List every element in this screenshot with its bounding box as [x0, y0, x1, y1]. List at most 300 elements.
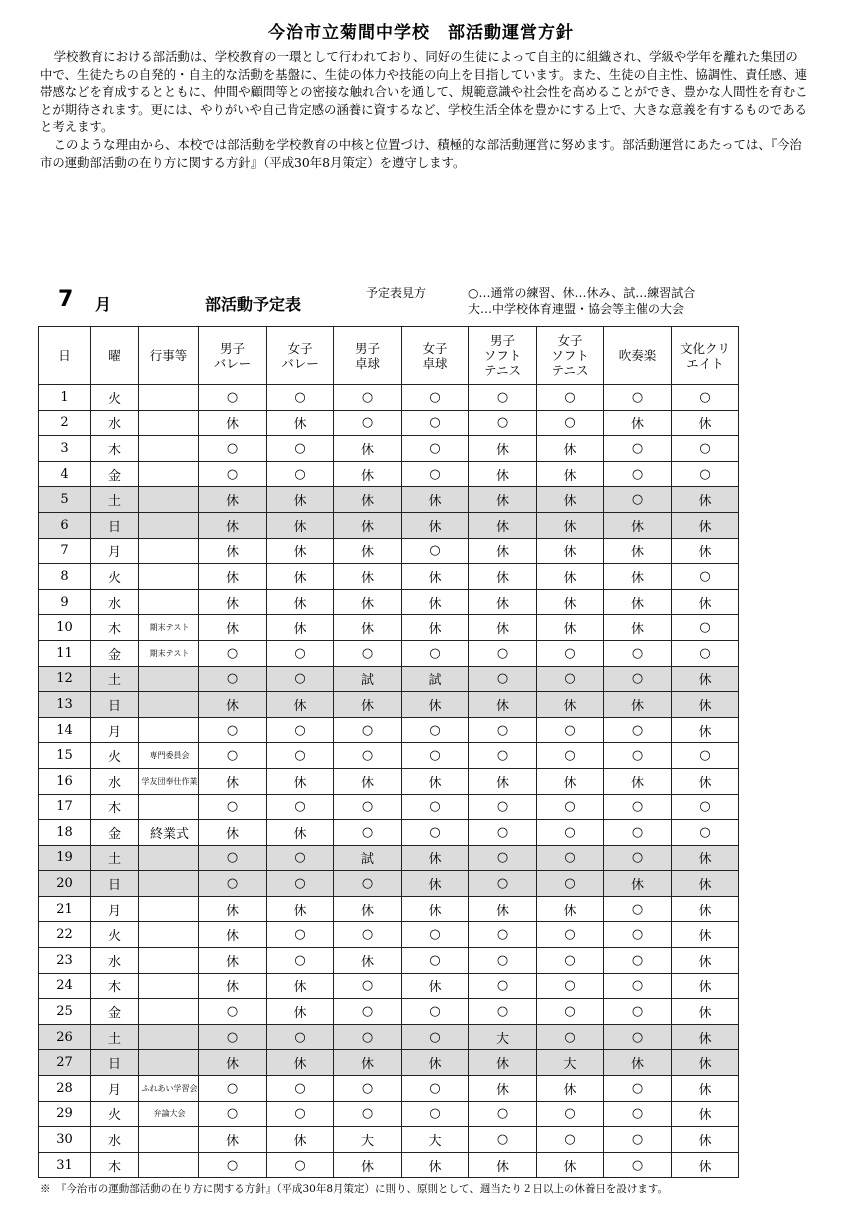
status-cell: ○: [672, 461, 739, 487]
day-cell: 28: [39, 1076, 91, 1102]
status-cell: 休: [267, 692, 334, 718]
status-cell: ○: [267, 794, 334, 820]
weekday-cell: 水: [91, 589, 139, 615]
status-cell: 休: [267, 973, 334, 999]
status-cell: ○: [334, 999, 402, 1025]
status-cell: ○: [267, 948, 334, 974]
status-cell: 休: [199, 896, 267, 922]
header-girls-volleyball: 女子 バレー: [267, 327, 334, 385]
day-cell: 5: [39, 487, 91, 513]
status-cell: 休: [334, 768, 402, 794]
weekday-cell: 金: [91, 640, 139, 666]
table-row: [39, 1127, 739, 1153]
status-cell: 休: [469, 461, 537, 487]
status-cell: ○: [469, 922, 537, 948]
event-cell: 期末テスト: [139, 640, 199, 666]
table-row: [39, 896, 739, 922]
status-cell: ○: [267, 743, 334, 769]
status-cell: ○: [469, 666, 537, 692]
status-cell: ○: [537, 922, 604, 948]
event-cell: 期末テスト: [139, 615, 199, 641]
table-row: [39, 871, 739, 897]
status-cell: 休: [267, 410, 334, 436]
status-cell: ○: [199, 743, 267, 769]
table-row: [39, 1152, 739, 1178]
status-cell: ○: [672, 385, 739, 411]
status-cell: 休: [537, 589, 604, 615]
event-cell: [139, 564, 199, 590]
status-cell: ○: [267, 922, 334, 948]
status-cell: 休: [334, 461, 402, 487]
event-cell: 学友団奉仕作業: [139, 768, 199, 794]
table-row: [39, 973, 739, 999]
table-row: [39, 820, 739, 846]
status-cell: ○: [537, 973, 604, 999]
status-cell: ○: [267, 385, 334, 411]
weekday-cell: 土: [91, 487, 139, 513]
status-cell: ○: [469, 871, 537, 897]
status-cell: 休: [334, 948, 402, 974]
status-cell: 休: [604, 615, 672, 641]
status-cell: ○: [334, 385, 402, 411]
day-cell: 16: [39, 768, 91, 794]
status-cell: ○: [604, 1152, 672, 1178]
intro-paragraph-1: 学校教育における部活動は、学校教育の一環として行われており、同好の生徒によって自主的に組織され、学級や学年を離れた集団の中で、生徒たちの自発的・自主的な活動を基盤に、生徒の体力や技能の向上を目指しています。また、生徒の自主性、協調性、責任感、連帯感などを育成するとともに、仲間や顧問等との密接な触れ合いを通して、規範意識や社会性を高めることができ、豊かな人間性を育むことが期待されます。更には、やりがいや自己肯定感の涵養に資するなど、学校生活全体を豊かにする上で、大きな意義を有するものであると考えます。: [40, 49, 808, 135]
status-cell: 休: [604, 768, 672, 794]
status-cell: 休: [199, 1050, 267, 1076]
event-cell: [139, 461, 199, 487]
table-row: [39, 666, 739, 692]
day-cell: 22: [39, 922, 91, 948]
status-cell: 休: [604, 871, 672, 897]
event-cell: [139, 410, 199, 436]
status-cell: 休: [672, 1152, 739, 1178]
day-cell: 13: [39, 692, 91, 718]
day-cell: 3: [39, 436, 91, 462]
status-cell: ○: [537, 999, 604, 1025]
status-cell: ○: [334, 871, 402, 897]
weekday-cell: 日: [91, 1050, 139, 1076]
status-cell: 休: [334, 896, 402, 922]
day-cell: 18: [39, 820, 91, 846]
status-cell: ○: [334, 1076, 402, 1102]
status-cell: ○: [604, 487, 672, 513]
table-row: [39, 410, 739, 436]
table-row: [39, 717, 739, 743]
status-cell: ○: [199, 845, 267, 871]
status-cell: 休: [604, 564, 672, 590]
event-cell: [139, 1024, 199, 1050]
status-cell: 休: [469, 1050, 537, 1076]
day-cell: 17: [39, 794, 91, 820]
status-cell: ○: [469, 410, 537, 436]
weekday-cell: 月: [91, 896, 139, 922]
status-cell: 休: [402, 512, 469, 538]
status-cell: 休: [672, 845, 739, 871]
schedule-table: [38, 326, 739, 1178]
status-cell: ○: [334, 820, 402, 846]
status-cell: 休: [267, 1050, 334, 1076]
status-cell: ○: [537, 385, 604, 411]
status-cell: 休: [199, 589, 267, 615]
status-cell: 休: [334, 1050, 402, 1076]
status-cell: ○: [267, 666, 334, 692]
status-cell: 休: [537, 768, 604, 794]
status-cell: 休: [469, 768, 537, 794]
status-cell: 休: [402, 871, 469, 897]
status-cell: 休: [604, 538, 672, 564]
status-cell: 休: [672, 1101, 739, 1127]
event-cell: [139, 1127, 199, 1153]
status-cell: 休: [672, 589, 739, 615]
status-cell: 試: [402, 666, 469, 692]
status-cell: 休: [672, 692, 739, 718]
status-cell: ○: [199, 717, 267, 743]
schedule-title: 部活動予定表: [205, 295, 302, 314]
day-cell: 24: [39, 973, 91, 999]
event-cell: [139, 538, 199, 564]
status-cell: ○: [604, 999, 672, 1025]
event-cell: [139, 589, 199, 615]
header-girls-soft-tennis: 女子 ソフト テニス: [537, 327, 604, 385]
status-cell: ○: [334, 717, 402, 743]
status-cell: 休: [469, 1152, 537, 1178]
table-row: [39, 1050, 739, 1076]
status-cell: ○: [402, 461, 469, 487]
header-event: 行事等: [139, 327, 199, 385]
status-cell: ○: [537, 1127, 604, 1153]
weekday-cell: 木: [91, 973, 139, 999]
status-cell: ○: [267, 1152, 334, 1178]
day-cell: 29: [39, 1101, 91, 1127]
status-cell: 休: [334, 1152, 402, 1178]
weekday-cell: 月: [91, 717, 139, 743]
weekday-cell: 火: [91, 1101, 139, 1127]
status-cell: 休: [469, 615, 537, 641]
status-cell: ○: [469, 640, 537, 666]
status-cell: 休: [267, 589, 334, 615]
status-cell: ○: [469, 717, 537, 743]
status-cell: ○: [334, 922, 402, 948]
day-cell: 12: [39, 666, 91, 692]
status-cell: ○: [267, 717, 334, 743]
weekday-cell: 木: [91, 1152, 139, 1178]
intro-paragraph-2: このような理由から、本校では部活動を学校教育の中核と位置づけ、積極的な部活動運営に努めます。部活動運営にあたっては、『今治市の運動部活動の在り方に関する方針』（平成30年8月策定）を遵守します。: [40, 136, 802, 170]
status-cell: ○: [469, 385, 537, 411]
status-cell: ○: [604, 922, 672, 948]
day-cell: 11: [39, 640, 91, 666]
event-cell: [139, 692, 199, 718]
event-cell: [139, 666, 199, 692]
status-cell: ○: [199, 1024, 267, 1050]
event-cell: [139, 948, 199, 974]
status-cell: 休: [537, 896, 604, 922]
status-cell: 休: [604, 692, 672, 718]
status-cell: 休: [334, 692, 402, 718]
table-row: [39, 692, 739, 718]
status-cell: 休: [402, 487, 469, 513]
table-row: [39, 948, 739, 974]
status-cell: 休: [672, 896, 739, 922]
status-cell: 休: [267, 487, 334, 513]
status-cell: 休: [199, 1127, 267, 1153]
status-cell: 休: [199, 615, 267, 641]
status-cell: ○: [402, 922, 469, 948]
day-cell: 30: [39, 1127, 91, 1153]
day-cell: 25: [39, 999, 91, 1025]
status-cell: ○: [604, 1127, 672, 1153]
status-cell: 休: [199, 692, 267, 718]
status-cell: ○: [199, 999, 267, 1025]
status-cell: ○: [199, 640, 267, 666]
event-cell: [139, 896, 199, 922]
status-cell: 休: [402, 692, 469, 718]
event-cell: [139, 999, 199, 1025]
status-cell: ○: [604, 948, 672, 974]
status-cell: ○: [604, 717, 672, 743]
status-cell: 休: [267, 999, 334, 1025]
status-cell: 休: [537, 615, 604, 641]
day-cell: 2: [39, 410, 91, 436]
event-cell: [139, 973, 199, 999]
day-cell: 6: [39, 512, 91, 538]
status-cell: 大: [469, 1024, 537, 1050]
status-cell: ○: [402, 948, 469, 974]
status-cell: 休: [604, 410, 672, 436]
weekday-cell: 火: [91, 922, 139, 948]
status-cell: ○: [469, 948, 537, 974]
table-row: [39, 768, 739, 794]
status-cell: 休: [334, 512, 402, 538]
day-cell: 15: [39, 743, 91, 769]
table-row: [39, 538, 739, 564]
weekday-cell: 火: [91, 564, 139, 590]
day-cell: 20: [39, 871, 91, 897]
status-cell: ○: [402, 1024, 469, 1050]
status-cell: ○: [469, 743, 537, 769]
status-cell: 休: [267, 512, 334, 538]
day-cell: 8: [39, 564, 91, 590]
status-cell: ○: [402, 717, 469, 743]
weekday-cell: 日: [91, 512, 139, 538]
status-cell: 休: [402, 589, 469, 615]
status-cell: ○: [604, 385, 672, 411]
event-cell: [139, 1152, 199, 1178]
status-cell: 休: [672, 948, 739, 974]
status-cell: 休: [604, 512, 672, 538]
status-cell: ○: [334, 410, 402, 436]
status-cell: ○: [199, 1101, 267, 1127]
status-cell: 休: [334, 564, 402, 590]
table-row: [39, 461, 739, 487]
status-cell: ○: [469, 999, 537, 1025]
status-cell: 試: [334, 666, 402, 692]
status-cell: ○: [469, 845, 537, 871]
status-cell: ○: [334, 743, 402, 769]
status-cell: ○: [267, 871, 334, 897]
status-cell: 大: [537, 1050, 604, 1076]
table-row: [39, 589, 739, 615]
status-cell: ○: [537, 820, 604, 846]
day-cell: 21: [39, 896, 91, 922]
status-cell: 休: [537, 538, 604, 564]
table-row: [39, 436, 739, 462]
status-cell: ○: [604, 1024, 672, 1050]
weekday-cell: 月: [91, 1076, 139, 1102]
status-cell: ○: [672, 794, 739, 820]
day-cell: 14: [39, 717, 91, 743]
event-cell: [139, 436, 199, 462]
status-cell: ○: [604, 666, 672, 692]
status-cell: ○: [537, 666, 604, 692]
status-cell: 休: [469, 512, 537, 538]
status-cell: ○: [604, 461, 672, 487]
status-cell: ○: [604, 436, 672, 462]
status-cell: 休: [267, 820, 334, 846]
weekday-cell: 日: [91, 692, 139, 718]
table-row: [39, 999, 739, 1025]
status-cell: 大: [402, 1127, 469, 1153]
header-boys-volleyball: 男子 バレー: [199, 327, 267, 385]
page-title: 今治市立菊間中学校 部活動運営方針: [268, 23, 574, 43]
event-cell: [139, 385, 199, 411]
status-cell: 休: [672, 1024, 739, 1050]
legend-label: 予定表見方: [366, 286, 427, 300]
table-row: [39, 615, 739, 641]
status-cell: 休: [537, 512, 604, 538]
status-cell: ○: [334, 973, 402, 999]
month-number: 7: [58, 287, 74, 312]
day-cell: 23: [39, 948, 91, 974]
status-cell: ○: [672, 615, 739, 641]
status-cell: ○: [199, 794, 267, 820]
status-cell: 休: [672, 410, 739, 436]
status-cell: ○: [267, 845, 334, 871]
status-cell: ○: [604, 896, 672, 922]
status-cell: 休: [672, 999, 739, 1025]
status-cell: ○: [402, 436, 469, 462]
status-cell: 休: [672, 666, 739, 692]
status-cell: ○: [267, 461, 334, 487]
event-cell: [139, 717, 199, 743]
day-cell: 7: [39, 538, 91, 564]
status-cell: 休: [267, 1127, 334, 1153]
status-cell: 休: [537, 487, 604, 513]
status-cell: 休: [537, 564, 604, 590]
status-cell: ○: [402, 999, 469, 1025]
status-cell: 休: [334, 436, 402, 462]
header-weekday: 曜: [91, 327, 139, 385]
weekday-cell: 月: [91, 538, 139, 564]
weekday-cell: 火: [91, 385, 139, 411]
status-cell: ○: [604, 1101, 672, 1127]
status-cell: 休: [199, 922, 267, 948]
status-cell: 休: [672, 1127, 739, 1153]
header-row: [39, 327, 739, 385]
status-cell: ○: [604, 794, 672, 820]
day-cell: 4: [39, 461, 91, 487]
table-row: [39, 487, 739, 513]
weekday-cell: 木: [91, 615, 139, 641]
event-cell: [139, 922, 199, 948]
table-row: [39, 1101, 739, 1127]
status-cell: ○: [537, 871, 604, 897]
weekday-cell: 水: [91, 768, 139, 794]
status-cell: ○: [537, 410, 604, 436]
weekday-cell: 火: [91, 743, 139, 769]
status-cell: 休: [402, 564, 469, 590]
event-cell: 専門委員会: [139, 743, 199, 769]
status-cell: ○: [199, 461, 267, 487]
status-cell: 休: [469, 896, 537, 922]
event-cell: [139, 871, 199, 897]
weekday-cell: 土: [91, 1024, 139, 1050]
status-cell: ○: [604, 743, 672, 769]
day-cell: 10: [39, 615, 91, 641]
status-cell: 休: [267, 768, 334, 794]
weekday-cell: 金: [91, 461, 139, 487]
table-row: [39, 385, 739, 411]
status-cell: 休: [469, 487, 537, 513]
table-row: [39, 922, 739, 948]
day-cell: 31: [39, 1152, 91, 1178]
status-cell: ○: [537, 845, 604, 871]
header-boys-table-tennis: 男子 卓球: [334, 327, 402, 385]
header-day: 日: [39, 327, 91, 385]
status-cell: 休: [402, 1050, 469, 1076]
status-cell: 休: [672, 1076, 739, 1102]
status-cell: ○: [267, 436, 334, 462]
schedule-body: [39, 385, 739, 1178]
event-cell: [139, 1050, 199, 1076]
day-cell: 19: [39, 845, 91, 871]
weekday-cell: 水: [91, 1127, 139, 1153]
status-cell: ○: [199, 385, 267, 411]
status-cell: 休: [199, 538, 267, 564]
status-cell: ○: [267, 1024, 334, 1050]
event-cell: [139, 512, 199, 538]
status-cell: ○: [334, 1101, 402, 1127]
status-cell: 休: [199, 768, 267, 794]
status-cell: ○: [469, 1101, 537, 1127]
status-cell: ○: [267, 1101, 334, 1127]
day-cell: 27: [39, 1050, 91, 1076]
status-cell: ○: [537, 1024, 604, 1050]
status-cell: ○: [672, 436, 739, 462]
status-cell: 休: [469, 1076, 537, 1102]
status-cell: 休: [402, 1152, 469, 1178]
weekday-cell: 木: [91, 794, 139, 820]
status-cell: ○: [469, 820, 537, 846]
status-cell: 休: [199, 410, 267, 436]
status-cell: ○: [537, 794, 604, 820]
status-cell: ○: [199, 666, 267, 692]
status-cell: 休: [267, 615, 334, 641]
status-cell: 休: [672, 768, 739, 794]
status-cell: 休: [672, 922, 739, 948]
weekday-cell: 土: [91, 845, 139, 871]
status-cell: ○: [672, 564, 739, 590]
status-cell: ○: [604, 845, 672, 871]
status-cell: 休: [334, 487, 402, 513]
table-row: [39, 845, 739, 871]
status-cell: 休: [267, 896, 334, 922]
event-cell: [139, 487, 199, 513]
status-cell: 休: [672, 487, 739, 513]
status-cell: ○: [334, 640, 402, 666]
status-cell: 休: [402, 768, 469, 794]
status-cell: ○: [199, 1152, 267, 1178]
